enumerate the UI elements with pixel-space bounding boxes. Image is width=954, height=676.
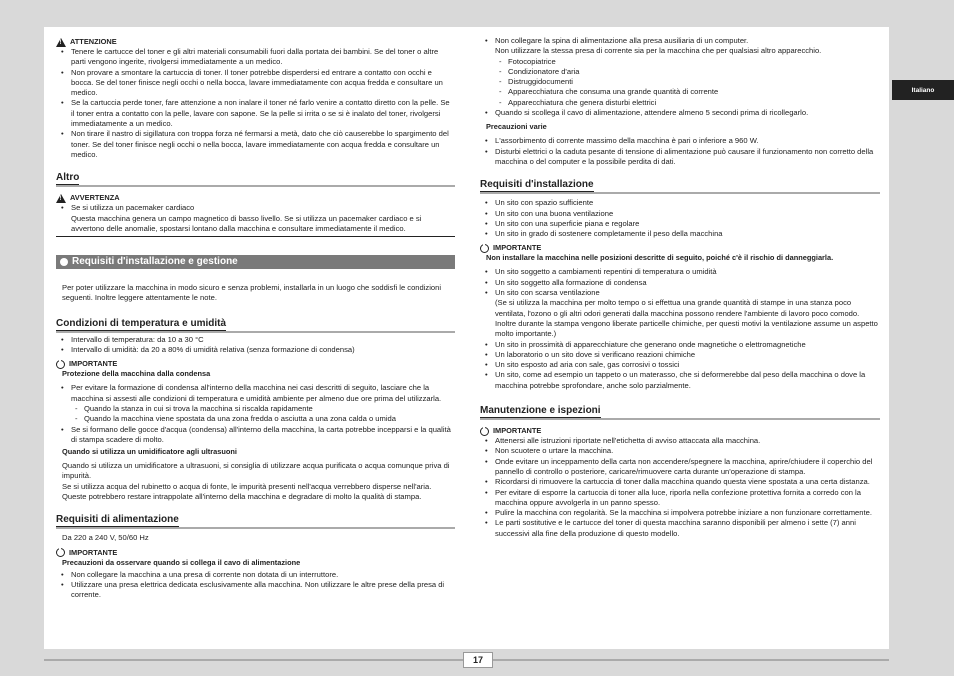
list-subitem: - Fotocopiatrice — [480, 57, 880, 67]
list-item: • Intervallo di umidità: da 20 a 80% di umidità relativa (senza formazione di condensa) — [56, 345, 455, 355]
importante-heading — [56, 359, 455, 369]
gear-icon — [60, 258, 68, 266]
list-item: • Tenere le cartucce del toner e gli altri materiali consumabili fuori dalla portata dei bambini. Se del toner o altre parti vengono ingerite, rivolgersi immediatamente a un medico. — [56, 47, 455, 68]
importante-title: IMPORTANTE — [69, 359, 118, 369]
attenzione-title: ATTENZIONE — [70, 37, 117, 46]
important-icon — [480, 427, 489, 436]
page-number: 17 — [463, 652, 493, 668]
list-subitem: - Apparecchiatura che genera disturbi elettrici — [480, 98, 880, 108]
varie-list — [480, 136, 880, 167]
importante-heading — [480, 243, 880, 253]
intro-text: Per poter utilizzare la macchina in modo sicuro e senza problemi, installarla in un luogo che soddisfi le condizioni seguenti. Inoltre leggere attentamente le note. — [62, 283, 442, 303]
list-item: • Le parti sostitutive e le cartucce del toner di questa macchina saranno disponibili per almeno i sette (7) anni successivi alla fine della produzione di questo modello. — [480, 518, 880, 539]
attenzione-list — [56, 47, 455, 160]
ultrasuoni-title: Quando si utilizza un umidificatore agli ultrasuoni — [62, 447, 237, 457]
list-item: • Non tirare il nastro di sigillatura con troppa forza né fermarsi a metà, dato che ciò causerebbe lo spargimento del toner. Se del toner finisce negli occhi o nella bocca, lavare immediatamente con acqua fredda e consultare un medico. — [56, 129, 455, 160]
attenzione-heading — [56, 37, 455, 47]
list-item: • Ricordarsi di rimuovere la cartuccia di toner dalla macchina quando questa viene spostata a una certa distanza. — [480, 477, 880, 487]
installazione-heading: Requisiti d'installazione — [480, 179, 880, 194]
manutenzione-list — [480, 436, 880, 539]
non-installare-title: Non installare la macchina nelle posizioni descritte di seguito, poiché c'è il rischio di danneggiarla. — [486, 253, 834, 263]
list-item: • Disturbi elettrici o la caduta pesante di tensione di alimentazione può causare il funzionamento non corretto della macchina o del computer e la possibile perdita di dati. — [480, 147, 880, 168]
list-subitem: - Quando la stanza in cui si trova la macchina si riscalda rapidamente — [56, 404, 455, 414]
top-list — [480, 36, 880, 118]
alimentazione-list — [56, 570, 455, 601]
list-item: • Un sito con scarsa ventilazione (Se si utilizza la macchina per molto tempo o si effettua una grande quantità di stampe in una stanza poco ventilata, l'ozono o gli altri odori generati dalla macchina possono rendere l'ambiente di lavoro poco comodo. Inoltre durante la stampa vengono liberate particelle chimiche, per questi motivi la ventilazione assume un aspetto molto importante.) — [480, 288, 880, 339]
list-item: • Un sito soggetto alla formazione di condensa — [480, 278, 880, 288]
list-item: • Non provare a smontare la cartuccia di toner. Il toner potrebbe disperdersi ed entrare a contatto con occhi e bocca. Se del toner finisce negli occhi o nella bocca, lavare immediatamente con acqua fredda e consultare un medico. — [56, 68, 455, 99]
left-column — [56, 27, 455, 601]
avvertenza-title: AVVERTENZA — [70, 193, 120, 203]
non-installare-list — [480, 267, 880, 391]
importante-title: IMPORTANTE — [69, 547, 118, 557]
important-icon — [480, 244, 489, 253]
list-item: • Per evitare la formazione di condensa all'interno della macchina nei casi descritti di seguito, lasciare che la macchina si assesti alle condizioni di temperatura e umidità ambiente per almeno due ore prima del utilizzarla. — [56, 383, 455, 404]
condizioni-list — [56, 335, 455, 356]
list-item: • Un sito, come ad esempio un tappeto o un materasso, che si deformerebbe dal peso della macchina o dove la macchina potrebbe sprofondare, anche solo parzialmente. — [480, 370, 880, 391]
alimentazione-heading: Requisiti di alimentazione — [56, 514, 455, 529]
avvertenza-list — [56, 203, 455, 237]
list-item: • Per evitare di esporre la cartuccia di toner alla luce, riporla nella confezione protettiva fornita a corredo con la macchina oppure avvolgerla in un panno spesso. — [480, 488, 880, 509]
precauzioni-title: Precauzioni da osservare quando si collega il cavo di alimentazione — [62, 557, 301, 567]
protezione-title: Protezione della macchina dalla condensa — [62, 369, 211, 379]
warning-icon — [56, 194, 66, 203]
manual-page — [44, 27, 889, 649]
warning-icon — [56, 38, 66, 47]
list-item: • Se si utilizza un pacemaker cardiaco Questa macchina genera un campo magnetico di basso livello. Se si utilizza un pacemaker cardiaco e si avvertono delle anomalie, spostarsi lontano dalla macchina e consultare immediatamente il medico. — [56, 203, 455, 234]
list-subitem: - Apparecchiatura che consuma una grande quantità di corrente — [480, 87, 880, 97]
list-item: • Attenersi alle istruzioni riportate nell'etichetta di avviso attaccata alla macchina. — [480, 436, 880, 446]
language-tab: Italiano — [892, 80, 954, 100]
list-item: • Onde evitare un inceppamento della carta non accendere/spegnere la macchina, aprire/chiudere il coperchio del pannello di controllo o posteriore, caricare/rimuovere carta durante un'operazione di stampa. — [480, 457, 880, 478]
list-item: • Quando si scollega il cavo di alimentazione, attendere almeno 5 secondi prima di ricollegarlo. — [480, 108, 880, 118]
list-item: • Un sito con una superficie piana e regolare — [480, 219, 880, 229]
varie-title: Precauzioni varie — [486, 122, 547, 132]
list-subitem: - Distruggidocumenti — [480, 77, 880, 87]
list-item: • Non collegare la spina di alimentazione alla presa ausiliaria di un computer. Non utilizzare la stessa presa di corrente sia per la macchina che per qualsiasi altro apparecchio. — [480, 36, 880, 57]
list-item: • Non collegare la macchina a una presa di corrente non dotata di un interruttore. — [56, 570, 455, 580]
manutenzione-heading: Manutenzione e ispezioni — [480, 405, 880, 420]
list-item: • Pulire la macchina con regolarità. Se la macchina si impolvera potrebbe iniziare a non funzionare correttamente. — [480, 508, 880, 518]
list-item: • Un laboratorio o un sito dove si verificano reazioni chimiche — [480, 350, 880, 360]
list-item: • Un sito in prossimità di apparecchiature che generano onde magnetiche o elettromagnetiche — [480, 340, 880, 350]
voltage-text: Da 220 a 240 V, 50/60 Hz — [62, 533, 149, 543]
list-item: • Un sito in grado di sostenere completamente il peso della macchina — [480, 229, 880, 239]
importante-title: IMPORTANTE — [493, 426, 542, 436]
list-item: • Non scuotere o urtare la macchina. — [480, 446, 880, 456]
list-item: • Intervallo di temperatura: da 10 a 30 °C — [56, 335, 455, 345]
list-item: • Utilizzare una presa elettrica dedicata esclusivamente alla macchina. Non utilizzare le altre prese della presa di corrente. — [56, 580, 455, 601]
importante-title: IMPORTANTE — [493, 243, 542, 253]
list-item: • Se la cartuccia perde toner, fare attenzione a non inalare il toner né farlo venire a contatto diretto con la pelle. Se il toner entra a contatto con la pelle, lavare con sapone. Se la pelle si irrita o se si è inalato del toner, rivolgersi immediatamente a un medico. — [56, 98, 455, 129]
avvertenza-heading — [56, 193, 455, 203]
protezione-list — [56, 383, 455, 445]
right-column — [480, 27, 880, 539]
section-bar — [56, 255, 455, 269]
condizioni-heading: Condizioni di temperatura e umidità — [56, 318, 455, 333]
list-item: • Un sito soggetto a cambiamenti repentini di temperatura o umidità — [480, 267, 880, 277]
ultrasuoni-text: Quando si utilizza un umidificatore a ultrasuoni, si consiglia di utilizzare acqua purificata o acqua comunque priva di impurità. Se si utilizza acqua del rubinetto o acqua di fonte, le impurità presenti nell'acqua verrebbero disperse nell'aria. Queste potrebbero restare intrappolate all'interno della macchina e degradare di molto la qualità di stampa. — [62, 461, 450, 502]
list-item: • Un sito con spazio sufficiente — [480, 198, 880, 208]
importante-heading — [480, 426, 880, 436]
list-subitem: - Quando la macchina viene spostata da una zona fredda o asciutta a una zona calda o umida — [56, 414, 455, 424]
installazione-list — [480, 198, 880, 239]
importante-heading — [56, 548, 455, 558]
important-icon — [56, 548, 65, 557]
section-bar-title: Requisiti d'installazione e gestione — [72, 256, 238, 268]
altro-heading: Altro — [56, 172, 455, 187]
list-item: • Un sito con una buona ventilazione — [480, 209, 880, 219]
important-icon — [56, 360, 65, 369]
list-item: • Un sito esposto ad aria con sale, gas corrosivi o tossici — [480, 360, 880, 370]
list-subitem: - Condizionatore d'aria — [480, 67, 880, 77]
list-item: • Se si formano delle gocce d'acqua (condensa) all'interno della macchina, la carta potrebbe incepparsi e la qualità di stampa scadere di molto. — [56, 425, 455, 446]
list-item: • L'assorbimento di corrente massimo della macchina è pari o inferiore a 960 W. — [480, 136, 880, 146]
